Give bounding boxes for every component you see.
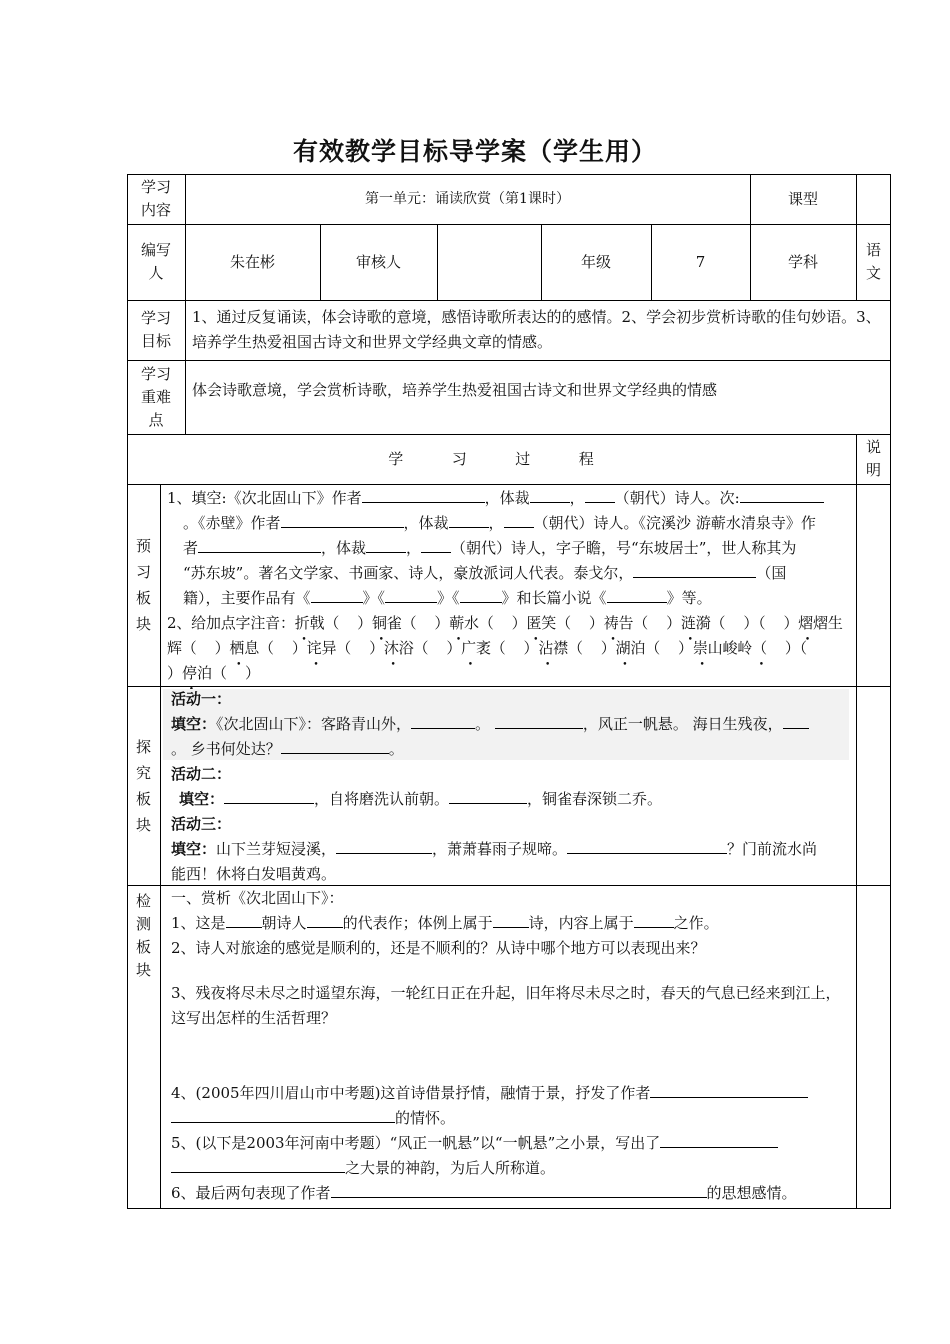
blank[interactable] — [783, 712, 809, 729]
pinyin-text: 笑（ — [541, 614, 571, 632]
blank[interactable] — [385, 586, 437, 603]
check-label: 检测板块 — [136, 892, 152, 979]
blank[interactable] — [530, 486, 570, 503]
blank[interactable] — [281, 511, 404, 528]
dotted-char: 沾 — [538, 639, 554, 657]
blank[interactable] — [226, 911, 262, 928]
blank[interactable] — [366, 536, 406, 553]
blank[interactable] — [460, 586, 502, 603]
blank[interactable] — [198, 536, 321, 553]
blank[interactable] — [660, 1131, 778, 1148]
blank[interactable] — [336, 837, 432, 854]
pinyin-text: 告（ — [618, 614, 649, 632]
blank[interactable] — [421, 536, 451, 553]
pinyin-text: 泊（ — [197, 664, 228, 682]
explore-label: 探究板块 — [136, 737, 152, 834]
blank[interactable] — [307, 911, 343, 928]
activity-1-label: 活动一： — [171, 690, 232, 708]
lesson-type-label: 课型 — [787, 190, 818, 208]
dotted-char: 折 — [294, 614, 310, 632]
pinyin-text: 异（ — [321, 639, 352, 657]
pinyin-line-2 — [167, 636, 852, 661]
dotted-char: 崇 — [692, 639, 708, 657]
pinyin-text: ） — [446, 639, 462, 657]
dotted-char: （ • — [752, 639, 767, 657]
blank[interactable] — [607, 586, 667, 603]
pinyin-text: ） — [666, 614, 681, 632]
dotted-char: 栖 — [229, 639, 245, 657]
pinyin-text: 山峻 — [707, 639, 738, 657]
activity-2-label: 活动二： — [171, 765, 232, 783]
pinyin-text: 泊（ — [630, 639, 661, 657]
pinyin-text: ） — [678, 639, 693, 657]
pinyin-text: ） — [167, 664, 183, 682]
blank[interactable] — [411, 712, 475, 729]
grade-value: 7 — [695, 253, 706, 271]
dotted-char: 停 — [182, 664, 198, 682]
blank[interactable] — [331, 1181, 707, 1198]
blank[interactable] — [171, 1106, 395, 1123]
pinyin-text: 漪（ — [695, 614, 726, 632]
pinyin-line-1 — [167, 611, 852, 636]
blank[interactable] — [650, 1081, 808, 1098]
study-content-label: 学习内容 — [140, 178, 171, 219]
pinyin-text: ） — [245, 664, 261, 682]
pinyin-text: 浴（ — [398, 639, 429, 657]
author-value: 朱在彬 — [229, 253, 275, 271]
pinyin-text: ） — [434, 614, 450, 632]
author-label: 编写人 — [140, 241, 171, 282]
blank[interactable] — [633, 561, 756, 578]
lesson-plan-table — [127, 174, 891, 1209]
reviewer-label: 审核人 — [355, 253, 401, 271]
blank[interactable] — [281, 737, 389, 754]
pinyin-text: ） — [523, 639, 539, 657]
goals-label: 学习目标 — [140, 309, 171, 350]
pinyin-text: 雀（ — [386, 614, 417, 632]
pinyin-text: ） — [588, 614, 604, 632]
blank[interactable] — [740, 486, 824, 503]
dotted-char: 熠 — [798, 614, 814, 632]
pinyin-text: ） — [357, 614, 372, 632]
explore-content: 活动一： 填空：《次北固山下》：客路青山外， 。 ，风正一帆悬。 海日生残夜， 。 乡书何处达？ 。 活动二： 填空： ，自将磨洗认前朝。 ，铜雀春深锁二乔。 活动三： 填空：山下兰芽短浸溪， ，萧萧暮雨子规啼。 ？门前流水尚 能西！休将白发唱黄鸡。 — [171, 690, 818, 883]
preview-label: 预习板块 — [136, 537, 152, 633]
pinyin-text: 2、给加点字注音： — [167, 614, 295, 632]
study-content-value: 第一单元：诵读欣赏（第1课时） — [365, 191, 570, 207]
dotted-char: 涟 — [680, 614, 696, 632]
blank[interactable] — [493, 911, 529, 928]
blank[interactable] — [634, 911, 674, 928]
process-title: 学 习 过 程 — [388, 450, 595, 468]
key-points-text: 体会诗歌意境，学会赏析诗歌，培养学生热爱祖国古诗文和世界文学经典的情感 — [192, 381, 718, 399]
goals-text: 1、通过反复诵读，体会诗歌的意境，感悟诗歌所表达的的感情。2、学会初步赏析诗歌的佳句妙语。3、培养学生热爱祖国古诗文和世界文学经典文章的情感。 — [192, 308, 881, 351]
dotted-char: 广 — [461, 639, 476, 657]
dotted-char: 祷 — [603, 614, 619, 632]
pinyin-text: ） — [369, 639, 384, 657]
pinyin-text: 水（ — [464, 614, 494, 632]
blank[interactable] — [311, 586, 363, 603]
blank[interactable] — [449, 511, 489, 528]
pinyin-text: 戟（ — [309, 614, 340, 632]
pinyin-text: ） — [291, 639, 307, 657]
pinyin-text: ） — [511, 614, 527, 632]
key-points-label: 学习重难点 — [140, 364, 171, 429]
dotted-char: 诧 — [306, 639, 322, 657]
check-content: 一、赏析《次北固山下》： 1、这是 朝诗人 的代表作；体例上属于 诗，内容上属于 之作。 2、诗人对旅途的感觉是顺利的，还是不顺利的？从诗中哪个地方可以表现出来？ 3、残夜将尽未尽之时遥望东海，一轮红日正在升起，旧年将尽未尽之时，春天的气息已经来到江上，这写出怎样的生活哲理？ 4、(2005年四川眉山市中考题)这首诗借景抒情，融情于景，抒发了作者 的情怀。 5、(以下是2003年河南中考题）“风正一帆悬”以“一帆悬”之小景，写出了 之大景的神韵，为后人所称道。 6、最后两句表现了作者 的思想感情。 — [171, 889, 841, 1202]
pinyin-text: 辉（ — [167, 639, 197, 657]
dotted-char: 铜 — [371, 614, 387, 632]
blank[interactable] — [504, 511, 534, 528]
page-title: 有效教学目标导学案（学生用） — [292, 137, 657, 166]
subject-label: 学科 — [787, 253, 818, 271]
pinyin-text: ）（ — [784, 639, 807, 657]
blank[interactable] — [585, 486, 615, 503]
dotted-char: 蕲 — [449, 614, 465, 632]
pinyin-text: 袤（ — [475, 639, 506, 657]
blank[interactable] — [224, 787, 314, 804]
pinyin-text: 熠生 — [813, 614, 843, 632]
pinyin-text: 岭 — [737, 639, 753, 657]
dotted-char: 湖 — [615, 639, 631, 657]
pinyin-text: ） — [214, 639, 230, 657]
pinyin-text: ）（ — [743, 614, 766, 632]
preview-content: 1、填空:《次北固山下》作者 ，体裁 ， （朝代）诗人。次: 。《赤壁》作者 ，体裁 ， （朝代）诗人。《浣溪沙 游蕲水清泉寺》作 者 ，体裁 ， （朝代）诗人，字子瞻，号“东坡居士”，世人称其为 “苏东坡”。著名文学家、书画家、诗人，豪放派词人代表。泰戈尔， （国 籍），主要作品有《 》《 》《 》和长篇小说《 》等。 2、给加点字注音：折戟（ ）铜雀（ ）蕲水（ ）匿笑（ ）祷告（ ）涟漪（ ）（ ）熠熠生 辉（ ）栖息（ ）诧异（ ）沐浴（ ）广袤（ ）沾襟（ ）湖泊（ ）崇山峻岭（ • ）（ ）停泊（ ） — [167, 486, 852, 686]
grade-label: 年级 — [580, 253, 611, 271]
pinyin-line-3 — [167, 661, 852, 686]
dotted-char: 沐 — [383, 639, 399, 657]
blank[interactable] — [362, 486, 485, 503]
blank[interactable] — [449, 787, 527, 804]
pinyin-text: ） — [600, 639, 616, 657]
pinyin-text: 息（ — [244, 639, 274, 657]
blank[interactable] — [171, 1156, 345, 1173]
pinyin-text: ） — [783, 614, 799, 632]
blank[interactable] — [495, 712, 583, 729]
pinyin-text: 襟（ — [553, 639, 583, 657]
activity-3-label: 活动三： — [171, 815, 232, 833]
subject-value: 语文 — [866, 241, 882, 282]
note-label: 说明 — [866, 438, 882, 479]
dotted-char: 匿 — [526, 614, 542, 632]
blank[interactable] — [567, 837, 727, 854]
